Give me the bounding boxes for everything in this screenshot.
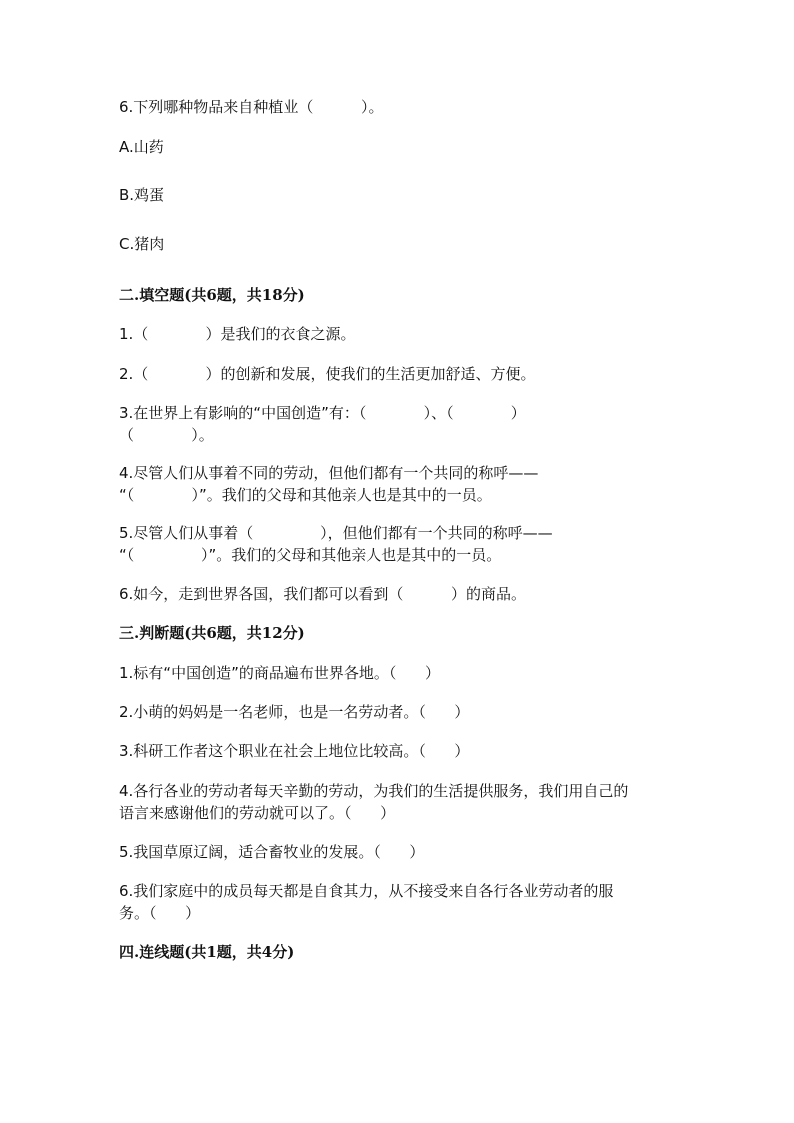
fill-question-5-cont: “（ ）”。我们的父母和其他亲人也是其中的一员。 <box>119 546 502 564</box>
fill-question-3: 3.在世界上有影响的“中国创造”有：（ ）、（ ） <box>119 404 526 422</box>
option-b: B.鸡蛋 <box>119 186 165 204</box>
section-matching-heading: 四.连线题(共1题，共4分) <box>119 943 295 961</box>
judge-question-6-cont: 务。（ ） <box>119 904 201 922</box>
judge-question-3: 3.科研工作者这个职业在社会上地位比较高。（ ） <box>119 742 470 760</box>
fill-question-1: 1.（ ）是我们的衣食之源。 <box>119 325 356 343</box>
question-6-stem: 6.下列哪种物品来自种植业（ ）。 <box>119 98 384 116</box>
fill-question-4: 4.尽管人们从事着不同的劳动，但他们都有一个共同的称呼—— <box>119 464 539 482</box>
option-c: C.猪肉 <box>119 235 165 253</box>
fill-question-4-cont: “（ ）”。我们的父母和其他亲人也是其中的一员。 <box>119 486 492 504</box>
judge-question-2: 2.小萌的妈妈是一名老师，也是一名劳动者。（ ） <box>119 703 470 721</box>
section-judge-heading: 三.判断题(共6题，共12分) <box>119 624 305 642</box>
judge-question-4: 4.各行各业的劳动者每天辛勤的劳动，为我们的生活提供服务，我们用自己的 <box>119 782 629 800</box>
judge-question-4-cont: 语言来感谢他们的劳动就可以了。（ ） <box>119 804 396 822</box>
option-a: A.山药 <box>119 138 164 156</box>
judge-question-5: 5.我国草原辽阔，适合畜牧业的发展。（ ） <box>119 843 425 861</box>
judge-question-1: 1.标有“中国创造”的商品遍布世界各地。（ ） <box>119 664 440 682</box>
judge-question-6: 6.我们家庭中的成员每天都是自食其力，从不接受来自各行各业劳动者的服 <box>119 882 614 900</box>
fill-question-5: 5.尽管人们从事着（ ），但他们都有一个共同的称呼—— <box>119 524 553 542</box>
section-fill-in-heading: 二.填空题(共6题，共18分) <box>119 286 305 304</box>
fill-question-6: 6.如今，走到世界各国，我们都可以看到（ ）的商品。 <box>119 585 526 603</box>
fill-question-3-cont: （ ）。 <box>119 426 214 444</box>
fill-question-2: 2.（ ）的创新和发展，使我们的生活更加舒适、方便。 <box>119 365 536 383</box>
